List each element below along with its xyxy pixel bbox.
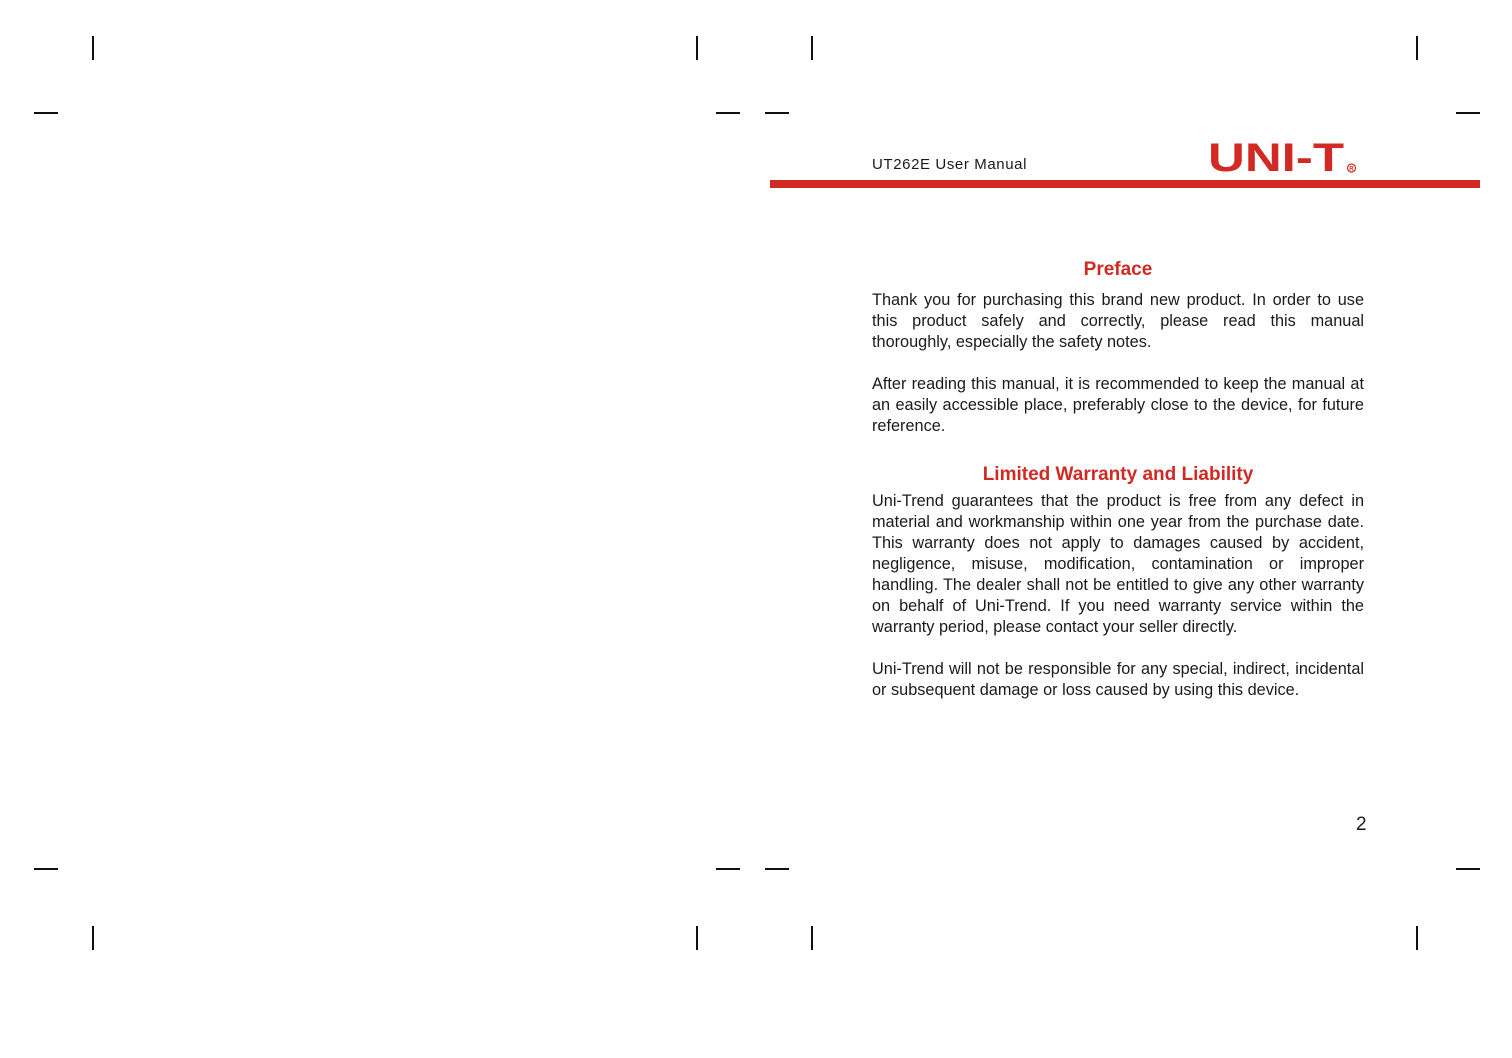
crop-mark [1416, 36, 1418, 60]
crop-mark [811, 36, 813, 60]
crop-mark [716, 868, 740, 870]
crop-mark [765, 868, 789, 870]
crop-mark [1456, 868, 1480, 870]
crop-mark [92, 36, 94, 60]
crop-mark [34, 112, 58, 114]
crop-mark [34, 868, 58, 870]
crop-mark [696, 926, 698, 950]
preface-paragraph: After reading this manual, it is recommended to keep the manual at an easily accessible place, preferably close to the device, for future reference. [872, 375, 1364, 435]
page-content [872, 256, 1364, 701]
crop-mark [1456, 112, 1480, 114]
svg-text:R: R [1349, 166, 1354, 173]
crop-mark [92, 926, 94, 950]
crop-mark [716, 112, 740, 114]
crop-mark [765, 112, 789, 114]
preface-paragraph: Thank you for purchasing this brand new product. In order to use this product safely and correctly, please read this manual thoroughly, especially the safety notes. [872, 291, 1364, 351]
logo-text: UNI-T [1208, 138, 1344, 178]
uni-t-logo [1208, 138, 1358, 178]
page-number: 2 [1356, 814, 1367, 835]
crop-mark [1416, 926, 1418, 950]
crop-mark [811, 926, 813, 950]
preface-heading: Preface [1083, 259, 1153, 280]
header-rule [770, 180, 1480, 188]
manual-title: UT262E User Manual [872, 156, 1028, 173]
warranty-heading: Limited Warranty and Liability [982, 464, 1254, 485]
warranty-paragraph: Uni-Trend guarantees that the product is free from any defect in material and workmanship within one year from the purchase date. This warranty does not apply to damages caused by accident, negligence, misuse, modification, contamination or improper handling. The dealer shall not be entitled to give any other warranty on behalf of Uni-Trend. If you need warranty service within the warranty period, please contact your seller directly. [872, 492, 1364, 636]
warranty-paragraph: Uni-Trend will not be responsible for any special, indirect, incidental or subsequent damage or loss caused by using this device. [872, 660, 1364, 699]
crop-mark [696, 36, 698, 60]
